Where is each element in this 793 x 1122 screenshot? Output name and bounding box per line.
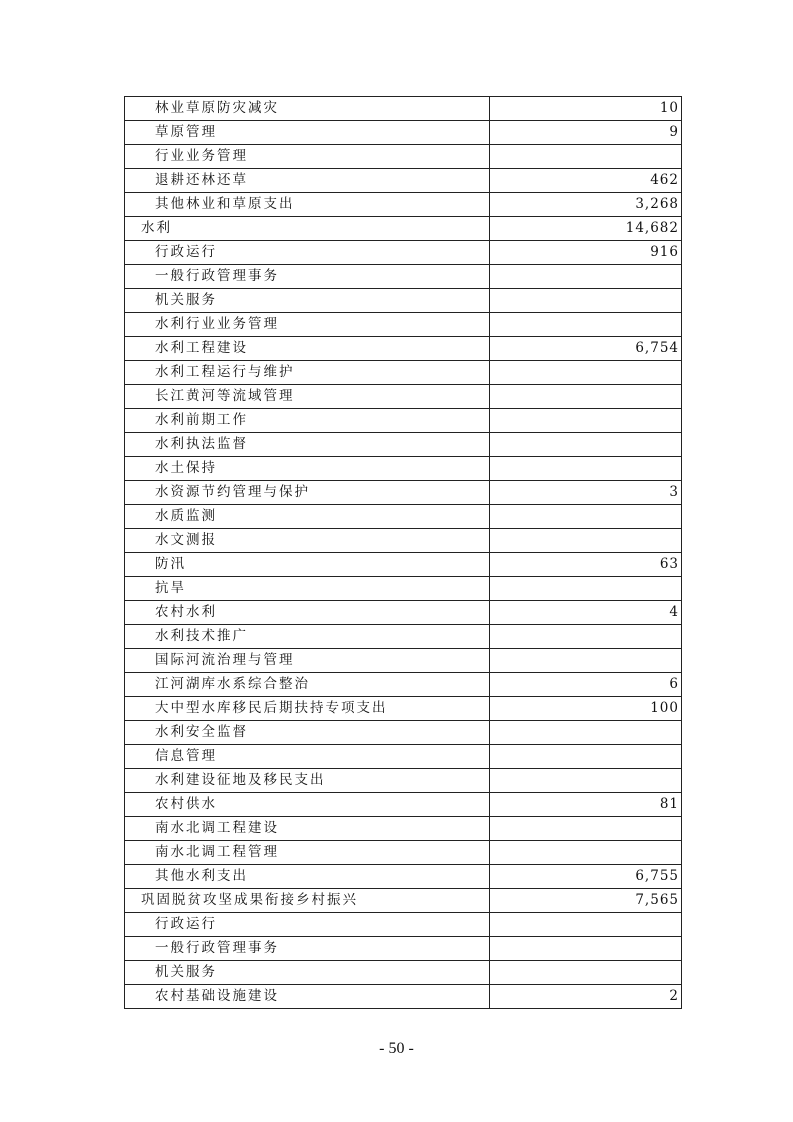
table-row bbox=[125, 481, 682, 505]
table-row bbox=[125, 673, 682, 697]
amount-cell: 63 bbox=[490, 553, 682, 577]
table-row bbox=[125, 553, 682, 577]
table-row bbox=[125, 193, 682, 217]
item-name-cell: 一般行政管理事务 bbox=[125, 265, 490, 289]
amount-cell bbox=[490, 529, 682, 553]
amount-cell bbox=[490, 265, 682, 289]
table-row bbox=[125, 697, 682, 721]
item-name-cell: 信息管理 bbox=[125, 745, 490, 769]
item-name-cell: 国际河流治理与管理 bbox=[125, 649, 490, 673]
item-name-cell: 南水北调工程管理 bbox=[125, 841, 490, 865]
item-name-cell: 退耕还林还草 bbox=[125, 169, 490, 193]
item-name-cell: 机关服务 bbox=[125, 961, 490, 985]
amount-cell: 9 bbox=[490, 121, 682, 145]
amount-cell: 10 bbox=[490, 97, 682, 121]
amount-cell bbox=[490, 457, 682, 481]
page-number: - 50 - bbox=[379, 1040, 414, 1057]
table-row bbox=[125, 361, 682, 385]
category-name-cell: 巩固脱贫攻坚成果衔接乡村振兴 bbox=[125, 889, 490, 913]
item-name-cell: 林业草原防灾减灾 bbox=[125, 97, 490, 121]
amount-cell: 4 bbox=[490, 601, 682, 625]
table-row bbox=[125, 145, 682, 169]
table-body bbox=[125, 97, 682, 1009]
item-name-cell: 水利建设征地及移民支出 bbox=[125, 769, 490, 793]
item-name-cell: 水文测报 bbox=[125, 529, 490, 553]
item-name-cell: 大中型水库移民后期扶持专项支出 bbox=[125, 697, 490, 721]
table-row bbox=[125, 241, 682, 265]
item-name-cell: 行业业务管理 bbox=[125, 145, 490, 169]
item-name-cell: 行政运行 bbox=[125, 913, 490, 937]
amount-cell bbox=[490, 313, 682, 337]
item-name-cell: 草原管理 bbox=[125, 121, 490, 145]
amount-cell bbox=[490, 577, 682, 601]
amount-cell bbox=[490, 505, 682, 529]
amount-cell: 6,755 bbox=[490, 865, 682, 889]
table-row bbox=[125, 865, 682, 889]
table-row bbox=[125, 985, 682, 1009]
table-row bbox=[125, 649, 682, 673]
table-row bbox=[125, 313, 682, 337]
table-row bbox=[125, 601, 682, 625]
amount-cell bbox=[490, 409, 682, 433]
amount-cell: 3 bbox=[490, 481, 682, 505]
item-name-cell: 南水北调工程建设 bbox=[125, 817, 490, 841]
item-name-cell: 农村基础设施建设 bbox=[125, 985, 490, 1009]
item-name-cell: 其他林业和草原支出 bbox=[125, 193, 490, 217]
expenditure-table bbox=[124, 96, 682, 1009]
item-name-cell: 行政运行 bbox=[125, 241, 490, 265]
item-name-cell: 水资源节约管理与保护 bbox=[125, 481, 490, 505]
table-row bbox=[125, 913, 682, 937]
item-name-cell: 其他水利支出 bbox=[125, 865, 490, 889]
item-name-cell: 水利执法监督 bbox=[125, 433, 490, 457]
item-name-cell: 农村供水 bbox=[125, 793, 490, 817]
table-row bbox=[125, 385, 682, 409]
item-name-cell: 防汛 bbox=[125, 553, 490, 577]
item-name-cell: 江河湖库水系综合整治 bbox=[125, 673, 490, 697]
amount-cell: 7,565 bbox=[490, 889, 682, 913]
amount-cell: 3,268 bbox=[490, 193, 682, 217]
table-row bbox=[125, 337, 682, 361]
table-row bbox=[125, 745, 682, 769]
amount-cell bbox=[490, 289, 682, 313]
table-row bbox=[125, 961, 682, 985]
item-name-cell: 水利前期工作 bbox=[125, 409, 490, 433]
amount-cell bbox=[490, 913, 682, 937]
amount-cell: 6,754 bbox=[490, 337, 682, 361]
amount-cell bbox=[490, 961, 682, 985]
table-row bbox=[125, 289, 682, 313]
table-row bbox=[125, 217, 682, 241]
amount-cell: 462 bbox=[490, 169, 682, 193]
amount-cell bbox=[490, 433, 682, 457]
table-row bbox=[125, 577, 682, 601]
table-row bbox=[125, 409, 682, 433]
item-name-cell: 水利行业业务管理 bbox=[125, 313, 490, 337]
amount-cell bbox=[490, 937, 682, 961]
amount-cell: 14,682 bbox=[490, 217, 682, 241]
table-row bbox=[125, 97, 682, 121]
amount-cell bbox=[490, 145, 682, 169]
amount-cell bbox=[490, 649, 682, 673]
table-row bbox=[125, 937, 682, 961]
item-name-cell: 水利工程建设 bbox=[125, 337, 490, 361]
table-row bbox=[125, 721, 682, 745]
item-name-cell: 农村水利 bbox=[125, 601, 490, 625]
table-row bbox=[125, 433, 682, 457]
table-row bbox=[125, 817, 682, 841]
table-row bbox=[125, 121, 682, 145]
category-name-cell: 水利 bbox=[125, 217, 490, 241]
amount-cell bbox=[490, 361, 682, 385]
item-name-cell: 水土保持 bbox=[125, 457, 490, 481]
item-name-cell: 抗旱 bbox=[125, 577, 490, 601]
item-name-cell: 一般行政管理事务 bbox=[125, 937, 490, 961]
amount-cell: 81 bbox=[490, 793, 682, 817]
item-name-cell: 机关服务 bbox=[125, 289, 490, 313]
table-row bbox=[125, 505, 682, 529]
amount-cell bbox=[490, 841, 682, 865]
amount-cell bbox=[490, 745, 682, 769]
amount-cell: 6 bbox=[490, 673, 682, 697]
amount-cell bbox=[490, 817, 682, 841]
table-row bbox=[125, 529, 682, 553]
amount-cell bbox=[490, 625, 682, 649]
item-name-cell: 水利安全监督 bbox=[125, 721, 490, 745]
item-name-cell: 长江黄河等流域管理 bbox=[125, 385, 490, 409]
table-row bbox=[125, 793, 682, 817]
table-row bbox=[125, 769, 682, 793]
item-name-cell: 水利技术推广 bbox=[125, 625, 490, 649]
table-row bbox=[125, 265, 682, 289]
table-row bbox=[125, 889, 682, 913]
amount-cell: 2 bbox=[490, 985, 682, 1009]
item-name-cell: 水质监测 bbox=[125, 505, 490, 529]
item-name-cell: 水利工程运行与维护 bbox=[125, 361, 490, 385]
table-row bbox=[125, 169, 682, 193]
amount-cell bbox=[490, 769, 682, 793]
amount-cell bbox=[490, 721, 682, 745]
table-row bbox=[125, 841, 682, 865]
table-row bbox=[125, 625, 682, 649]
amount-cell: 916 bbox=[490, 241, 682, 265]
table-row bbox=[125, 457, 682, 481]
amount-cell bbox=[490, 385, 682, 409]
amount-cell: 100 bbox=[490, 697, 682, 721]
